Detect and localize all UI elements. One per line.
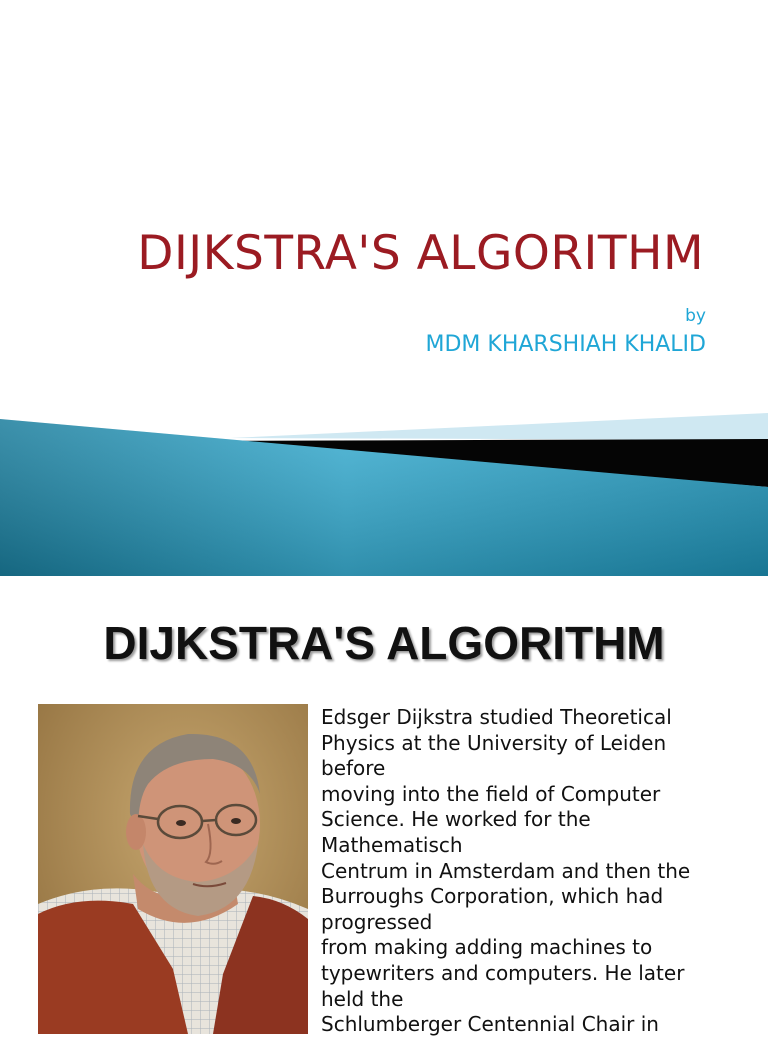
- by-label: by: [685, 306, 706, 326]
- bio-line: Centrum in Amsterdam and then the: [321, 858, 691, 883]
- bio-line: from making adding machines to: [321, 935, 653, 960]
- portrait-photo: [38, 704, 308, 1034]
- bio-line: Science. He worked for the: [321, 807, 591, 832]
- bio-line: held the: [321, 986, 404, 1011]
- content-slide: [0, 576, 768, 1037]
- bio-line: Mathematisch: [321, 832, 463, 857]
- banner-light-stripe: [230, 413, 768, 440]
- bio-line: Edsger Dijkstra studied Theoretical: [321, 705, 672, 729]
- content-slide-heading: DIJKSTRA'S ALGORITHM: [103, 617, 665, 669]
- biography-text: [321, 705, 761, 1038]
- bio-line: Burroughs Corporation, which had: [321, 884, 664, 909]
- bio-line: progressed: [321, 909, 433, 934]
- bio-line: Physics at the University of Leiden: [321, 730, 667, 755]
- author-name: MDM KHARSHIAH KHALID: [425, 332, 706, 357]
- bio-line: typewriters and computers. He later: [321, 960, 685, 985]
- decorative-banner: [0, 405, 768, 576]
- title-slide-heading: DIJKSTRA'S ALGORITHM: [137, 226, 704, 281]
- bio-line: Schlumberger Centennial Chair in: [321, 1012, 659, 1037]
- bio-line: moving into the field of Computer: [321, 781, 661, 806]
- bio-line: before: [321, 756, 386, 781]
